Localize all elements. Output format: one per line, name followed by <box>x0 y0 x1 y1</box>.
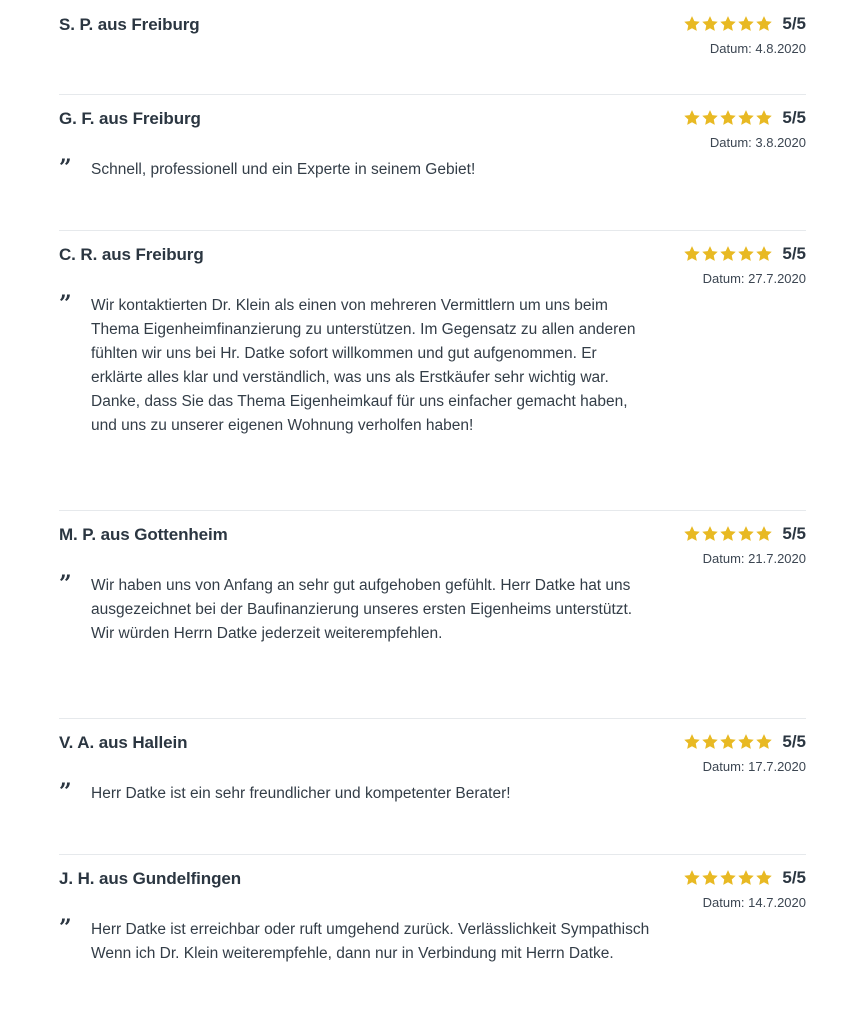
review-text: Herr Datke ist ein sehr freundlicher und kompetenter Berater! <box>91 785 511 802</box>
review-quote <box>59 291 659 438</box>
review-text: Wir kontaktierten Dr. Klein als einen von mehreren Vermittlern um uns beim Thema Eigenheimfinanzierung zu unterstützen. Im Gegensatz zu allen anderen fühlten wir uns bei Hr. Datke sofort willkommen und gut aufgenommen. Er erklärte alles klar und verständlich, was uns als Erstkäufer sehr wichtig war. Danke, dass Sie das Thema Eigenheimkauf für uns einfacher gemacht haben, und uns zu unserer eigenen Wohnung verholfen haben! <box>91 297 636 434</box>
star-icon <box>701 245 719 263</box>
reviewer-name: M. P. aus Gottenheim <box>59 525 228 544</box>
star-rating <box>683 869 773 887</box>
star-icon <box>737 733 755 751</box>
reviewer-name: V. A. aus Hallein <box>59 733 188 752</box>
star-rating <box>683 245 773 263</box>
star-icon <box>755 525 773 543</box>
review-quote <box>59 155 659 182</box>
star-icon <box>737 109 755 127</box>
rating-score: 5/5 <box>782 14 806 33</box>
star-icon <box>683 245 701 263</box>
rating <box>683 108 806 128</box>
review-date: Datum: 3.8.2020 <box>709 135 806 150</box>
divider <box>59 230 806 231</box>
reviewer-name: G. F. aus Freiburg <box>59 109 201 128</box>
star-icon <box>683 109 701 127</box>
star-icon <box>719 245 737 263</box>
divider <box>59 718 806 719</box>
star-icon <box>755 245 773 263</box>
star-icon <box>683 525 701 543</box>
rating <box>683 244 806 264</box>
star-icon <box>737 525 755 543</box>
review-date: Datum: 4.8.2020 <box>709 41 806 56</box>
review-quote <box>59 779 659 806</box>
rating-score: 5/5 <box>782 524 806 543</box>
star-icon <box>683 733 701 751</box>
star-icon <box>737 15 755 33</box>
star-icon <box>719 733 737 751</box>
star-icon <box>737 869 755 887</box>
quote-icon: ” <box>59 779 70 805</box>
reviewer-name: J. H. aus Gundelfingen <box>59 869 241 888</box>
rating <box>683 732 806 752</box>
star-rating <box>683 525 773 543</box>
star-rating <box>683 733 773 751</box>
rating-score: 5/5 <box>782 108 806 127</box>
review-date: Datum: 21.7.2020 <box>702 551 806 566</box>
review-date: Datum: 14.7.2020 <box>702 895 806 910</box>
reviewer-name: C. R. aus Freiburg <box>59 245 204 264</box>
star-icon <box>755 869 773 887</box>
quote-icon: ” <box>59 155 70 181</box>
divider <box>59 854 806 855</box>
rating-score: 5/5 <box>782 732 806 751</box>
rating <box>683 524 806 544</box>
rating-score: 5/5 <box>782 244 806 263</box>
quote-icon: ” <box>59 291 70 317</box>
star-icon <box>755 15 773 33</box>
review-text: Wir haben uns von Anfang an sehr gut aufgehoben gefühlt. Herr Datke hat uns ausgezeichnet bei der Baufinanzierung unseres ersten Eigenheims unterstützt. Wir würden Herrn Datke jederzeit weiterempfehlen. <box>91 577 633 642</box>
star-icon <box>701 733 719 751</box>
star-rating <box>683 109 773 127</box>
star-icon <box>719 869 737 887</box>
reviewer-name: S. P. aus Freiburg <box>59 15 200 34</box>
review-text: Herr Datke ist erreichbar oder ruft umgehend zurück. Verlässlichkeit Sympathisch Wenn ich Dr. Klein weiterempfehle, dann nur in Verbindung mit Herrn Datke. <box>91 921 650 962</box>
star-icon <box>701 15 719 33</box>
review-date: Datum: 17.7.2020 <box>702 759 806 774</box>
star-rating <box>683 15 773 33</box>
star-icon <box>683 15 701 33</box>
quote-icon: ” <box>59 571 70 597</box>
quote-icon: ” <box>59 915 70 941</box>
star-icon <box>755 733 773 751</box>
rating <box>683 868 806 888</box>
star-icon <box>701 869 719 887</box>
review-date: Datum: 27.7.2020 <box>702 271 806 286</box>
star-icon <box>755 109 773 127</box>
star-icon <box>683 869 701 887</box>
divider <box>59 510 806 511</box>
star-icon <box>737 245 755 263</box>
star-icon <box>719 15 737 33</box>
review-quote <box>59 571 659 646</box>
rating <box>683 14 806 34</box>
star-icon <box>719 109 737 127</box>
review-quote <box>59 915 659 966</box>
star-icon <box>701 525 719 543</box>
divider <box>59 94 806 95</box>
review-text: Schnell, professionell und ein Experte in seinem Gebiet! <box>91 161 476 178</box>
star-icon <box>719 525 737 543</box>
star-icon <box>701 109 719 127</box>
rating-score: 5/5 <box>782 868 806 887</box>
